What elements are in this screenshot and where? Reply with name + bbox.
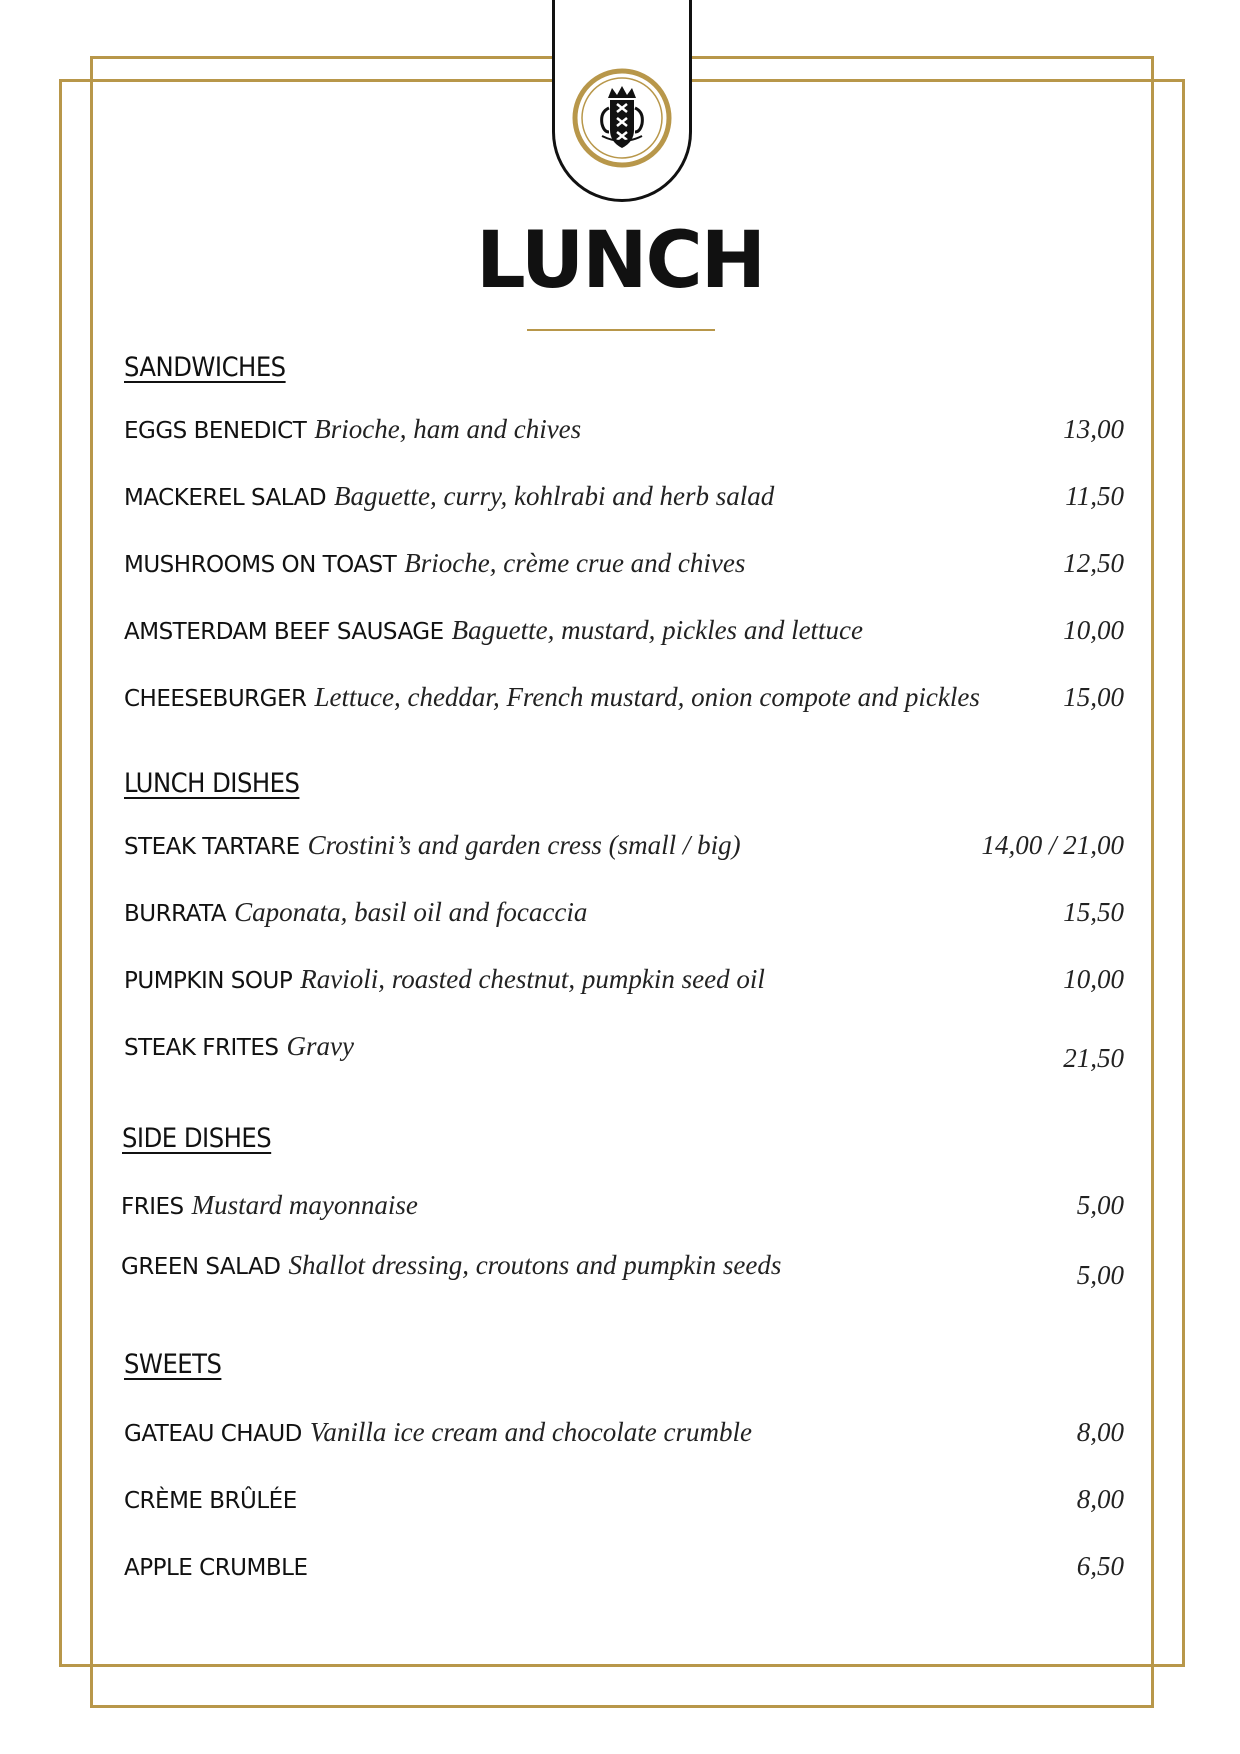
item-price: 21,50: [1063, 1043, 1124, 1073]
item-name: AMSTERDAM BEEF SAUSAGE: [124, 619, 444, 645]
item-price: 8,00: [1076, 1417, 1124, 1447]
item-description: Baguette, curry, kohlrabi and herb salad: [334, 481, 775, 511]
page-title: LUNCH: [475, 216, 765, 306]
item-name: GREEN SALAD: [121, 1254, 281, 1280]
item-price: 15,50: [1063, 897, 1124, 927]
item-description: Baguette, mustard, pickles and lettuce: [451, 615, 864, 645]
menu-item: [124, 1484, 1124, 1520]
section-heading-sandwiches: SANDWICHES: [124, 352, 286, 383]
menu-item: [124, 481, 1124, 517]
item-name: PUMPKIN SOUP: [124, 968, 293, 994]
item-description: Mustard mayonnaise: [191, 1190, 418, 1220]
menu-item: [121, 1190, 1124, 1226]
item-price: 13,00: [1063, 414, 1124, 444]
item-price: 14,00 / 21,00: [981, 830, 1124, 860]
menu-item: [124, 414, 1124, 450]
item-price: 10,00: [1063, 964, 1124, 994]
menu-item: [121, 1250, 1124, 1290]
title-divider: [527, 329, 715, 331]
section-heading-sweets: SWEETS: [124, 1349, 222, 1380]
item-price: 11,50: [1065, 481, 1124, 511]
item-description: Vanilla ice cream and chocolate crumble: [309, 1417, 752, 1447]
item-price: 8,00: [1076, 1484, 1124, 1514]
item-price: 15,00: [1063, 682, 1124, 712]
item-description: Gravy: [286, 1031, 354, 1061]
item-description: Caponata, basil oil and focaccia: [234, 897, 588, 927]
menu-item: [124, 964, 1124, 1000]
menu-item: [124, 682, 1124, 718]
item-description: Lettuce, cheddar, French mustard, onion compote and pickles: [314, 682, 980, 712]
item-description: Brioche, ham and chives: [314, 414, 582, 444]
menu-item: [124, 1031, 1124, 1073]
item-price: 12,50: [1063, 548, 1124, 578]
menu-item: [124, 1417, 1124, 1453]
item-name: MACKEREL SALAD: [124, 485, 327, 511]
item-description: Crostini’s and garden cress (small / big): [307, 830, 741, 860]
menu-item: [124, 615, 1124, 651]
item-price: 5,00: [1076, 1260, 1124, 1290]
item-name: CHEESEBURGER: [124, 686, 307, 712]
item-description: Ravioli, roasted chestnut, pumpkin seed oil: [300, 964, 765, 994]
item-name: EGGS BENEDICT: [124, 418, 307, 444]
item-name: MUSHROOMS ON TOAST: [124, 552, 397, 578]
section-heading-lunch-dishes: LUNCH DISHES: [124, 768, 300, 799]
item-price: 5,00: [1076, 1190, 1124, 1220]
menu-item: [124, 830, 1124, 866]
item-name: CRÈME BRÛLÉE: [124, 1488, 297, 1514]
item-name: GATEAU CHAUD: [124, 1421, 302, 1447]
menu-item: [124, 548, 1124, 584]
logo-tab: [552, 0, 692, 202]
item-name: APPLE CRUMBLE: [124, 1555, 308, 1581]
item-name: STEAK TARTARE: [124, 834, 300, 860]
item-description: Shallot dressing, croutons and pumpkin seeds: [288, 1250, 782, 1280]
item-price: 10,00: [1063, 615, 1124, 645]
menu-item: [124, 897, 1124, 933]
amsterdam-crest-icon: [572, 68, 672, 168]
item-price: 6,50: [1076, 1551, 1124, 1581]
item-name: FRIES: [121, 1194, 184, 1220]
section-heading-side-dishes: SIDE DISHES: [122, 1123, 272, 1154]
item-description: Brioche, crème crue and chives: [404, 548, 746, 578]
menu-item: [124, 1551, 1124, 1587]
item-name: BURRATA: [124, 901, 227, 927]
item-name: STEAK FRITES: [124, 1035, 279, 1061]
